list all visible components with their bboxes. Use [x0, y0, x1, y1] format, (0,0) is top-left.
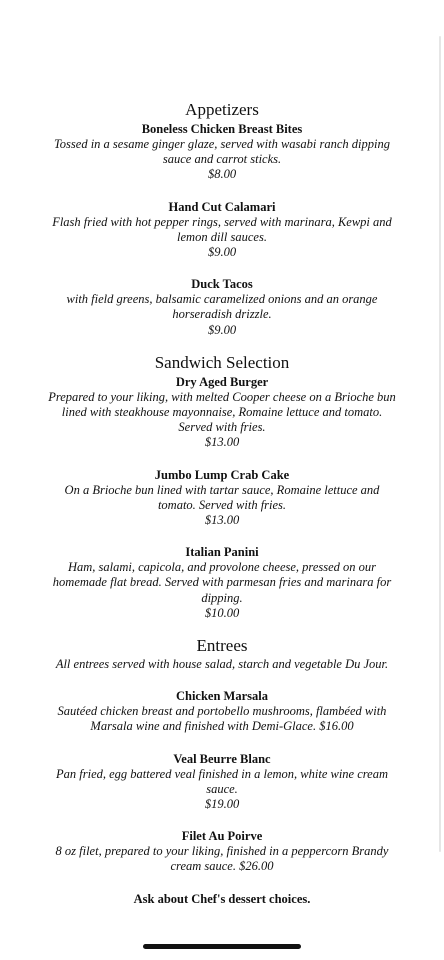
- item-name: Chicken Marsala: [175, 689, 268, 704]
- section-entrees: [0, 635, 444, 875]
- section-appetizers: [0, 99, 444, 338]
- item-description: Sautéed chicken breast and portobello mushrooms, flambéed with Marsala wine and finished with Demi-Glace. $16.00: [57, 704, 387, 734]
- item-name: Veal Beurre Blanc: [173, 751, 271, 766]
- item-name: Dry Aged Burger: [175, 374, 269, 389]
- item-price: $10.00: [204, 605, 240, 620]
- item-description: Pan fried, egg battered veal finished in a lemon, white wine cream sauce.: [56, 766, 388, 796]
- item-price: $9.00: [207, 245, 237, 260]
- item-name: Boneless Chicken Breast Bites: [141, 122, 303, 136]
- menu-item: [0, 199, 444, 261]
- item-price: $8.00: [207, 167, 237, 182]
- item-description: Ham, salami, capicola, and provolone cheese, pressed on our homemade flat bread. Served with parmesan fries and marinara for dipping.: [52, 560, 392, 605]
- section-title: Entrees: [196, 636, 248, 656]
- menu-item: [0, 121, 444, 183]
- menu-item: [0, 751, 444, 813]
- item-name: Duck Tacos: [191, 277, 253, 292]
- section-title: Sandwich Selection: [154, 352, 290, 372]
- item-description: On a Brioche bun lined with tartar sauce, Romaine lettuce and tomato. Served with fries.: [64, 482, 380, 512]
- menu-item: [0, 467, 444, 529]
- menu-item: [0, 544, 444, 621]
- item-description: Prepared to your liking, with melted Cooper cheese on a Brioche bun lined with steakhouse mayonnaise, Romaine lettuce and tomato. Served with fries.: [48, 389, 396, 435]
- item-description: Tossed in a sesame ginger glaze, served with wasabi ranch dipping sauce and carrot sticks.: [54, 137, 390, 167]
- menu-document: [0, 99, 444, 907]
- item-price: $9.00: [207, 322, 237, 337]
- item-description: Flash fried with hot pepper rings, served with marinara, Kewpi and lemon dill sauces.: [52, 214, 392, 244]
- item-name: Filet Au Poirve: [181, 829, 263, 844]
- item-price: $13.00: [204, 513, 240, 528]
- item-name: Hand Cut Calamari: [168, 199, 276, 214]
- menu-item: [0, 276, 444, 338]
- dessert-note: Ask about Chef's dessert choices.: [133, 891, 311, 906]
- menu-item: [0, 828, 444, 874]
- home-indicator[interactable]: [143, 944, 301, 949]
- item-price: $19.00: [204, 797, 240, 812]
- menu-item: [0, 688, 444, 734]
- item-price: $13.00: [204, 435, 240, 450]
- section-note: All entrees served with house salad, starch and vegetable Du Jour.: [55, 657, 389, 672]
- section-title: Appetizers: [185, 100, 259, 119]
- item-name: Jumbo Lump Crab Cake: [154, 467, 290, 482]
- item-description: with field greens, balsamic caramelized onions and an orange horseradish drizzle.: [66, 292, 378, 322]
- item-name: Italian Panini: [185, 545, 259, 560]
- section-sandwich-selection: [0, 352, 444, 621]
- menu-item: [0, 374, 444, 451]
- item-description: 8 oz filet, prepared to your liking, finished in a peppercorn Brandy cream sauce. $26.00: [55, 844, 389, 874]
